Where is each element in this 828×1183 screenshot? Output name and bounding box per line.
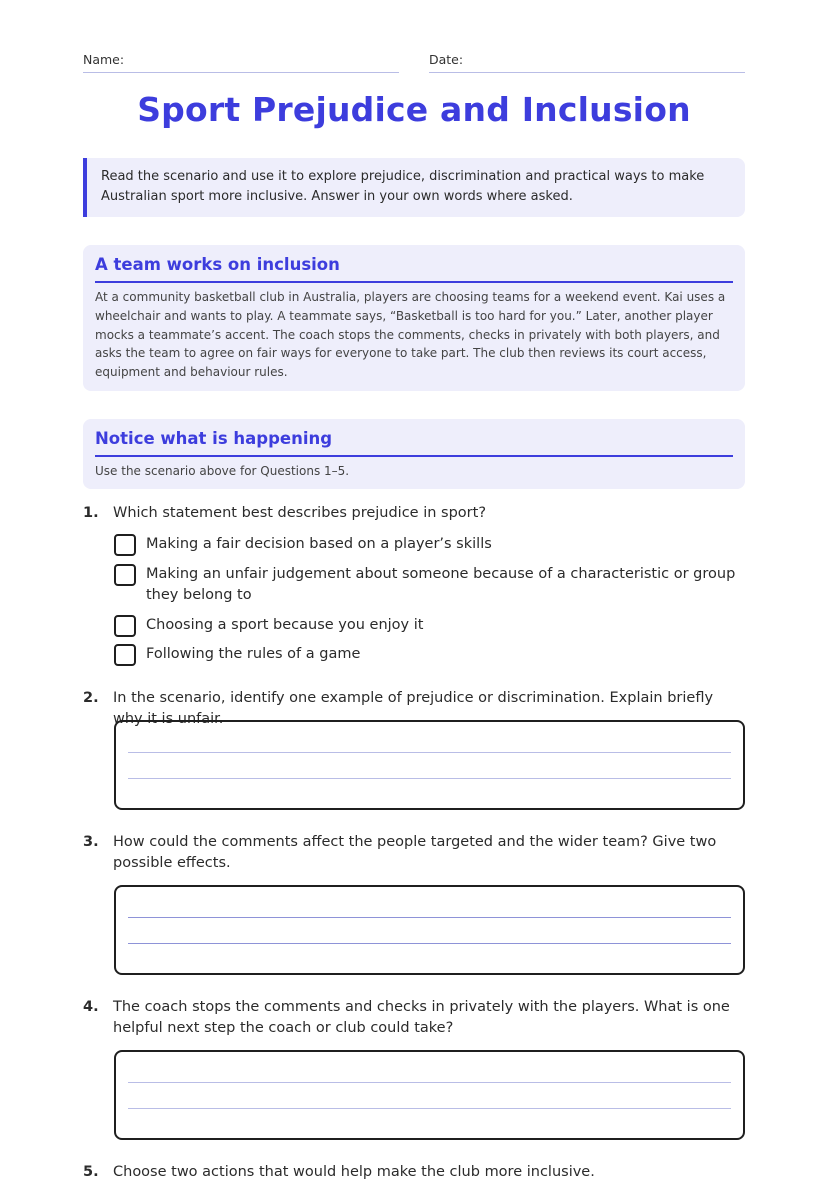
option-label: Making an unfair judgement about someone because of a characteristic or group they belong to [146,566,736,603]
checkbox[interactable] [114,564,136,586]
answer-box-3[interactable] [114,885,745,975]
question-number: 3. [83,834,99,850]
scenario-panel [83,245,745,391]
answer-box-4[interactable] [114,1050,745,1140]
page-title: Sport Prejudice and Inclusion [137,90,691,129]
question-text: Which statement best describes prejudice in sport? [113,505,487,521]
notice-body: Use the scenario above for Questions 1–5. [95,464,350,478]
option-label: Choosing a sport because you enjoy it [146,617,424,633]
checkbox[interactable] [114,644,136,666]
name-label: Name: [83,52,125,67]
question-text: How could the comments affect the people targeted and the wider team? Give two possible effects. [113,834,717,871]
question-number: 2. [83,690,99,706]
writing-line [128,917,731,918]
question-number: 4. [83,999,99,1015]
question-text: In the scenario, identify one example of prejudice or discrimination. Explain briefly why it is unfair. [113,690,714,727]
date-label: Date: [429,52,464,67]
answer-box-2[interactable] [114,720,745,810]
question-text: Choose two actions that would help make the club more inclusive. [113,1164,595,1180]
writing-line [128,1082,731,1083]
checkbox[interactable] [114,615,136,637]
student-info-row [83,50,745,74]
notice-panel [83,419,745,489]
writing-line [128,752,731,753]
checkbox[interactable] [114,534,136,556]
question-text: The coach stops the comments and checks in privately with the players. What is one helpful next step the coach or club could take? [113,999,730,1036]
notice-heading: Notice what is happening [95,429,733,457]
option-label: Making a fair decision based on a player’s skills [146,536,492,552]
writing-line [128,1108,731,1109]
option-label: Following the rules of a game [146,646,361,662]
scenario-body: At a community basketball club in Australia, players are choosing teams for a weekend event. Kai uses a wheelchair and wants to play. A teammate says, “Basketball is too hard for you.” Later, another player mocks a teammate’s accent. The coach stops the comments, checks in privately with both players, and asks the team to agree on fair ways for everyone to take part. The club then reviews its court access, equipment and behaviour rules. [95,290,726,380]
question-number: 1. [83,505,99,521]
writing-line [128,778,731,779]
scenario-heading: A team works on inclusion [95,255,733,283]
name-field[interactable] [83,50,399,73]
intro-callout: Read the scenario and use it to explore prejudice, discrimination and practical ways to make Australian sport more inclusive. Answer in your own words where asked. [83,158,745,217]
writing-line [128,943,731,944]
date-field[interactable] [429,50,745,73]
question-number: 5. [83,1164,99,1180]
